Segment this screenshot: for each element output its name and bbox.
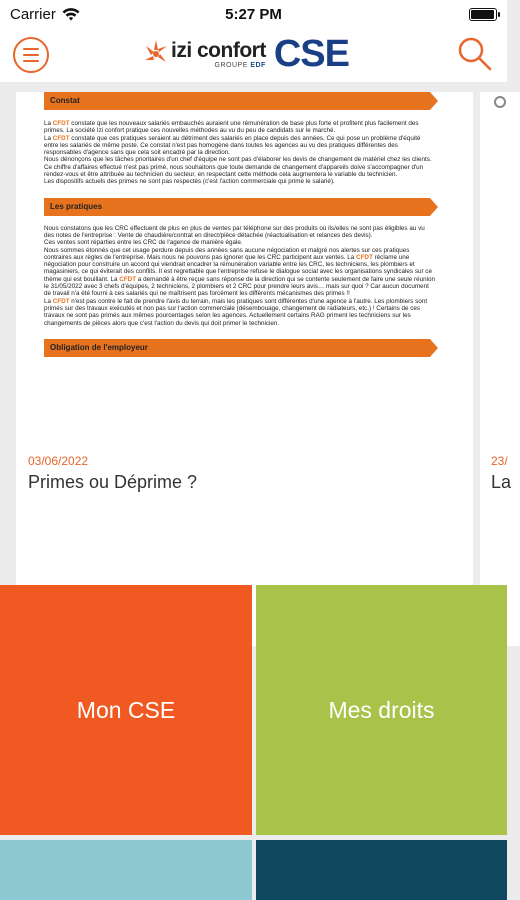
doc-section-banner: Obligation de l'employeur (44, 339, 430, 357)
izi-logo-mark-icon (143, 38, 169, 70)
hamburger-icon-line (23, 54, 39, 56)
news-card-image (16, 92, 473, 440)
hamburger-icon-line (23, 60, 39, 62)
news-carousel[interactable] (0, 82, 512, 582)
doc-paragraph: Ces ventes sont réparties entre les CRC de l'agence de manière égale. (44, 239, 243, 247)
brand-group-name: EDF (250, 61, 266, 69)
search-icon[interactable] (457, 36, 493, 72)
page-title: CSE (273, 33, 349, 75)
tile-third[interactable] (0, 840, 252, 900)
battery-level (471, 10, 494, 19)
carrier-label: Carrier (10, 5, 56, 23)
news-card-date: 03/06/2022 (28, 454, 89, 468)
status-time: 5:27 PM (225, 5, 282, 23)
hamburger-icon-line (23, 48, 39, 50)
doc-paragraph: Les dispositifs actuels des primes ne sont pas respectés (c'est l'action commerciale qui prime le salarié). (44, 178, 335, 186)
brand-logo (143, 34, 349, 74)
menu-button[interactable] (13, 37, 49, 73)
news-card-next[interactable] (480, 92, 520, 646)
tile-mon-cse-label: Mon CSE (76, 696, 176, 723)
news-card[interactable] (16, 92, 473, 646)
brand-group (171, 62, 266, 69)
news-document (44, 92, 436, 357)
wifi-icon (62, 8, 80, 21)
doc-paragraph: Nous constatons que les CRC effectuent de plus en plus de ventes par téléphone sur des produits où ils/elles ne sont pas éligibles au vu des notes de l'entreprise : Vente de chaudière/contrat en direct/pièce détachée (réactualisation et relances des devis). (44, 224, 425, 239)
card-corner-icon (494, 96, 506, 108)
brand-group-prefix: GROUPE (214, 61, 248, 69)
news-card-title: La (491, 472, 512, 492)
tile-mes-droits-label: Mes droits (328, 696, 435, 723)
doc-section-banner: Les pratiques (44, 198, 430, 216)
doc-paragraph: Nous sommes étonnés que cet usage perdure depuis des années sans aucune négociation et malgré nos alertes sur ces pratiques contraires aux règles de l'entreprise. Mais nous ne pouvons pas ignorer que les CRC participent aux ventes. La CFDT réclame une négociation pour construire un accord qui viendrait encadrer la rémunération variable entre les CRC, les techniciens, les plombiers et magasiniers, ce qui éviterait des conflits. Il est regrettable que l'entreprise refuse le dialogue social avec les organisations syndicales sur ce thème qui est bouillant. La CFDT a demandé à être reçue sans réponse de la direction qui se contente seulement de faire une seule réunion le 31/05/2022 avec 3 chefs d'équipes, 2 techniciens, 2 plombiers et 2 CRC pour prendre leurs avis… mais sur quoi ? Car aucun document de travail n'a été fourni à ces salariés qui ne maîtrisent pas forcément les différents mécanismes des primes !! (44, 246, 436, 298)
status-bar (0, 0, 507, 28)
doc-paragraph: Nous dénonçons que les tâches prioritaires d'un chef d'équipe ne sont pas d'élaborer les devis de changement de matériel chez les clients. Ce chiffre d'affaires effectué n'est pas primé, nous souhaitons que toute demande de changement d'appareils doive s'accompagner d'un rendez-vous et être attribuée au technicien du secteur, en respectant cette méthode cela augmentera le variable du technicien. (44, 156, 432, 179)
battery-icon (469, 8, 497, 21)
app-header (0, 28, 507, 82)
doc-section-banner: Constat (44, 92, 430, 110)
tile-mon-cse[interactable] (0, 585, 252, 835)
tile-mes-droits[interactable] (256, 585, 507, 835)
doc-paragraph: La CFDT constate que ces pratiques seraient au détriment des salariés en place depuis des années. Ce qui pose un problème d'équité entre les salariés de même poste. Ce constat n'est pas homogène dans toutes les agences au vu des pratiques différentes des responsables d'agence sans que cela soit encadré par la direction. (44, 134, 421, 157)
news-card-title[interactable]: Primes ou Déprime ? (28, 472, 198, 492)
news-card-date: 23/ (491, 454, 508, 468)
tile-fourth[interactable] (256, 840, 507, 900)
brand-text (171, 40, 266, 69)
doc-paragraph: La CFDT constate que les nouveaux salariés embauchés auraient une rémunération de base plus forte et profitent plus facilement des primes. La société Izi confort pratique ces nouvelles méthodes au vu du peu de candidats sur le marché. (44, 120, 419, 135)
brand-name: izi confort (171, 38, 266, 62)
status-left (10, 6, 80, 23)
doc-paragraph: La CFDT n'est pas contre le fait de prendre l'avis du terrain, mais les pratiques sont différentes d'une agence à l'autre. Les plombiers sont primés sur des travaux exécutés et non pas sur l'action commerciale (désembouage, changement de radiateurs, etc.) ! Certains de ces travaux ne sont pas primés aux mêmes pourcentages selon les agences. Actuellement certains RAG priment les techniciens sur les changements de pièces alors que c'est l'action du devis qui doit primer le technicien. (44, 297, 428, 327)
